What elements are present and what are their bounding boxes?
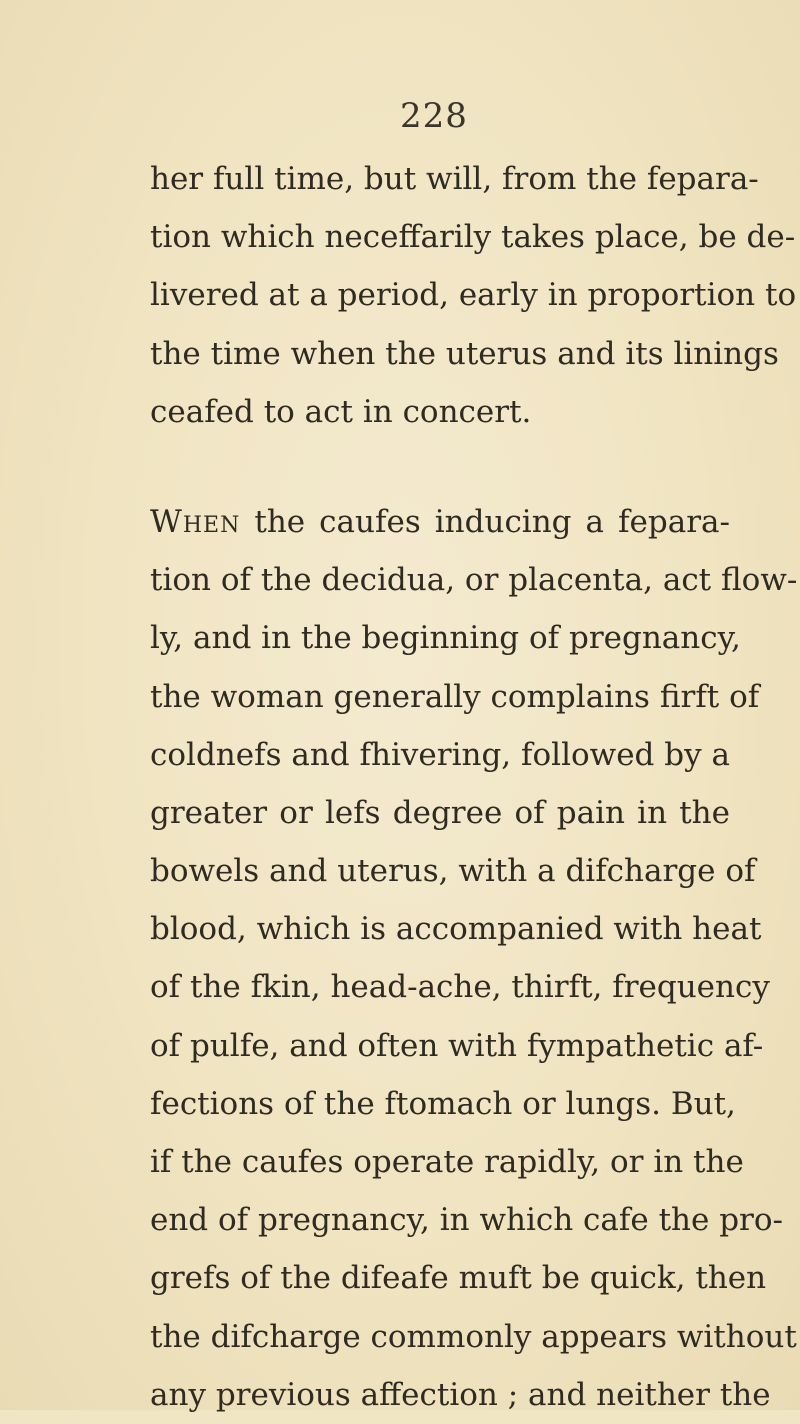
text-line: tion of the decidua, or placenta, act flow-	[150, 562, 798, 599]
text-line: grefs of the difeafe muft be quick, then	[150, 1260, 767, 1297]
text-line: end of pregnancy, in which cafe the pro-	[150, 1202, 784, 1239]
text-line: tion which neceffarily takes place, be de-	[150, 219, 796, 256]
text-line: bowels and uterus, with a difcharge of	[150, 853, 756, 890]
paragraph-gap	[150, 441, 730, 493]
text-line: if the caufes operate rapidly, or in the	[150, 1144, 744, 1180]
text-line-rest: the caufes inducing a fepara-	[240, 503, 730, 540]
text-line: the time when the uterus and its linings	[150, 335, 779, 372]
text-line: ly, and in the beginning of pregnancy,	[150, 620, 741, 657]
text-line: any previous affection ; and neither the	[150, 1376, 771, 1413]
text-line: her full time, but will, from the fepara-	[150, 161, 759, 197]
text-line: ceafed to act in concert.	[150, 393, 532, 430]
text-line: the woman generally complains firft of	[150, 678, 760, 715]
text-line: greater or lefs degree of pain in the	[150, 794, 730, 831]
text-line: of pulfe, and often with fympathetic af-	[150, 1027, 764, 1064]
text-line: of the fkin, head-ache, thirft, frequency	[150, 969, 770, 1006]
text-line	[150, 493, 730, 551]
text-line: the difcharge commonly appears without	[150, 1318, 797, 1355]
page-number: 228	[400, 96, 468, 136]
body-text	[150, 150, 798, 1424]
text-line: livered at a period, early in proportion to	[150, 277, 797, 314]
text-line: coldnefs and fhivering, followed by a	[150, 736, 730, 773]
paragraph-lead-word: When	[150, 503, 241, 540]
text-line: fections of the ftomach or lungs. But,	[150, 1085, 736, 1122]
text-line: blood, which is accompanied with heat	[150, 911, 762, 948]
